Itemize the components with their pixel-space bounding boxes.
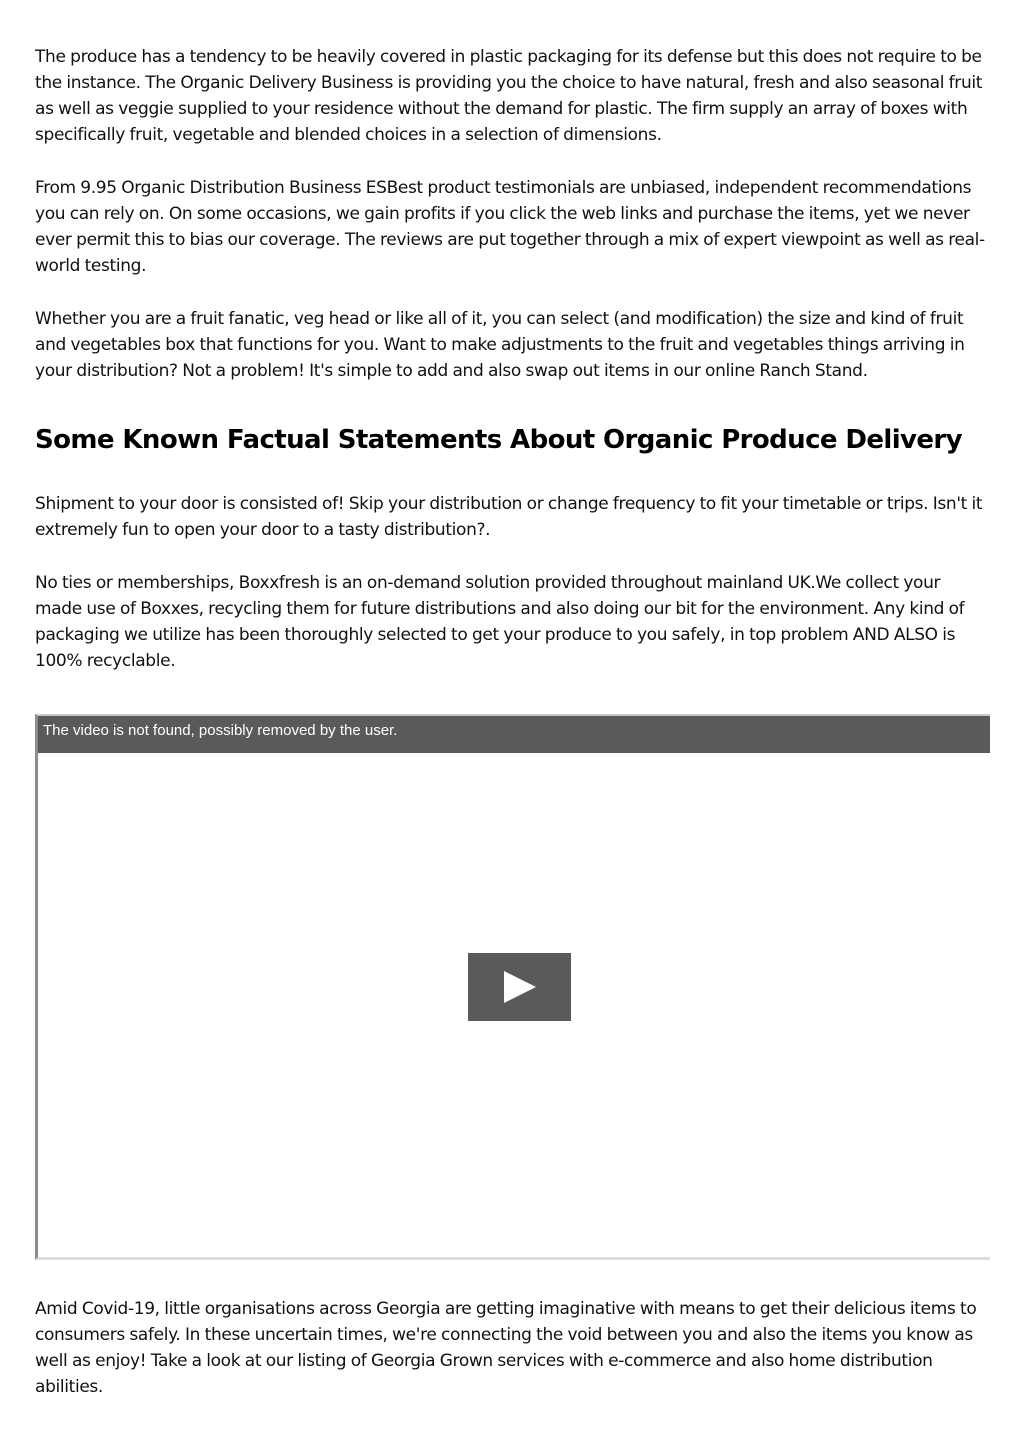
play-icon — [502, 969, 538, 1005]
video-embed[interactable] — [35, 714, 990, 1260]
video-play-button[interactable] — [468, 953, 571, 1021]
paragraph-boxxfresh: No ties or memberships, Boxxfresh is an on-demand solution provided throughout mainland UK.We collect your made use of Boxxes, recycling them for future distributions and also doing our bit for the environment. Any kind of packaging we utilize has been thoroughly selected to get your produce to you safely, in top problem AND ALSO is 100% recyclable. — [35, 573, 965, 671]
paragraph-covid: Amid Covid-19, little organisations across Georgia are getting imaginative with means to get their delicious items to consumers safely. In these uncertain times, we're connecting the void between you and also the items you know as well as enjoy! Take a look at our listing of Georgia Grown services with e-commerce and also home distribution abilities. — [35, 1299, 977, 1397]
video-error-message: The video is not found, possibly removed by the user. — [43, 722, 398, 739]
document-page — [35, 44, 991, 1427]
paragraph-plastic-packaging: The produce has a tendency to be heavily covered in plastic packaging for its defense but this does not require to be the instance. The Organic Delivery Business is providing you the choice to have natural, fresh and also seasonal fruit as well as veggie supplied to your residence without the demand for plastic. The firm supply an array of boxes with specifically fruit, vegetable and blended choices in a selection of dimensions. — [35, 47, 983, 145]
paragraph-shipment: Shipment to your door is consisted of! Skip your distribution or change frequency to fit your timetable or trips. Isn't it extremely fun to open your door to a tasty distribution?. — [35, 494, 983, 540]
paragraph-fruit-fanatic: Whether you are a fruit fanatic, veg head or like all of it, you can select (and modification) the size and kind of fruit and vegetables box that functions for you. Want to make adjustments to the fruit and vegetables things arriving in your distribution? Not a problem! It's simple to add and also swap out items in our online Ranch Stand. — [35, 309, 965, 381]
section-heading: Some Known Factual Statements About Organic Produce Delivery — [35, 425, 962, 455]
paragraph-product-testimonials: From 9.95 Organic Distribution Business ESBest product testimonials are unbiased, independent recommendations you can rely on. On some occasions, we gain profits if you click the web links and purchase the items, yet we never ever permit this to bias our coverage. The reviews are put together through a mix of expert viewpoint as well as real-world testing. — [35, 178, 985, 276]
video-error-bar — [38, 716, 990, 753]
